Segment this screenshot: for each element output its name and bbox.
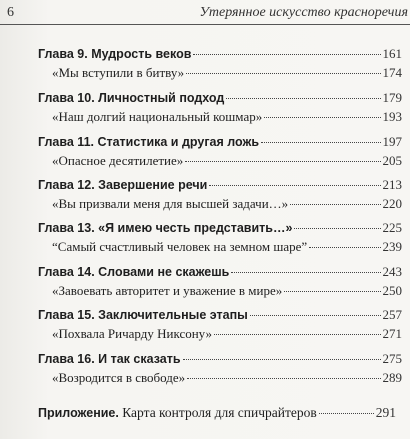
toc-entry-page: 193 bbox=[382, 109, 402, 124]
toc-entry-page: 225 bbox=[382, 220, 402, 235]
dot-leader bbox=[186, 73, 380, 74]
toc-entry-chapter bbox=[38, 264, 402, 280]
toc-entry-page: 243 bbox=[382, 264, 402, 279]
toc-entry-chapter bbox=[38, 307, 402, 323]
toc-entry-title: «Возродится в свободе» bbox=[52, 370, 186, 385]
toc-entry-title: «Завоевать авторитет и уважение в мире» bbox=[52, 283, 283, 298]
toc-entry-title: Глава 12. Завершение речи bbox=[38, 178, 208, 192]
dot-leader bbox=[250, 315, 381, 316]
dot-leader bbox=[294, 228, 380, 229]
dot-leader bbox=[193, 54, 380, 55]
dot-leader bbox=[319, 413, 374, 414]
toc-entry-title: Глава 16. И так сказать bbox=[38, 352, 181, 366]
toc-entry-chapter bbox=[38, 220, 402, 236]
toc-entry-page: 220 bbox=[382, 196, 402, 211]
dot-leader bbox=[226, 98, 380, 99]
dot-leader bbox=[290, 204, 380, 205]
dot-leader bbox=[183, 359, 381, 360]
dot-leader bbox=[284, 291, 380, 292]
toc-entry-title: «Наш долгий национальный кошмар» bbox=[52, 109, 263, 124]
toc-entry-chapter bbox=[38, 351, 402, 367]
page-header bbox=[0, 0, 410, 26]
dot-leader bbox=[209, 185, 380, 186]
dot-leader bbox=[309, 247, 380, 248]
dot-leader bbox=[214, 334, 381, 335]
toc-entry-page: 205 bbox=[382, 153, 402, 168]
toc-entry-page: 239 bbox=[382, 239, 402, 254]
dot-leader bbox=[187, 378, 380, 379]
toc-entry-page: 161 bbox=[382, 46, 402, 61]
toc-entry-chapter bbox=[38, 134, 402, 150]
toc-entry-title: Глава 11. Статистика и другая ложь bbox=[38, 135, 260, 149]
appendix-label: Приложение. bbox=[38, 406, 119, 420]
running-title: Утерянное искусство красноречия bbox=[199, 5, 408, 20]
toc-entry-speech bbox=[52, 109, 402, 125]
toc-entry-page: 289 bbox=[382, 370, 402, 385]
toc-entry-chapter bbox=[38, 90, 402, 106]
toc-entry-page: 174 bbox=[382, 65, 402, 80]
toc-entry-page: 275 bbox=[382, 351, 402, 366]
toc-entry-page: 271 bbox=[382, 326, 402, 341]
toc-entry-speech bbox=[52, 326, 402, 342]
dot-leader bbox=[185, 161, 380, 162]
toc-entry-title: «Вы призвали меня для высшей задачи…» bbox=[52, 196, 289, 211]
toc-entry-title bbox=[38, 405, 317, 421]
toc-entry-title: Глава 15. Заключительные этапы bbox=[38, 308, 248, 322]
dot-leader bbox=[261, 142, 380, 143]
toc-entry-chapter bbox=[38, 46, 402, 62]
dot-leader bbox=[264, 117, 380, 118]
toc-entry-page: 257 bbox=[382, 307, 402, 322]
toc-entry-page: 179 bbox=[382, 90, 402, 105]
page-number: 6 bbox=[7, 5, 14, 20]
toc-entry-title: «Мы вступили в битву» bbox=[52, 65, 185, 80]
toc-entry-page: 250 bbox=[382, 283, 402, 298]
toc-entry-page: 213 bbox=[382, 177, 402, 192]
toc-entry-title: Глава 13. «Я имею честь представить…» bbox=[38, 221, 293, 235]
toc-entry-speech bbox=[52, 239, 402, 255]
toc-entry-chapter bbox=[38, 177, 402, 193]
toc-entry-speech bbox=[52, 196, 402, 212]
header-rule bbox=[0, 24, 410, 25]
toc-entry-title: “Самый счастливый человек на земном шаре” bbox=[52, 239, 308, 254]
toc-entry-title: «Опасное десятилетие» bbox=[52, 153, 184, 168]
toc-entry-speech bbox=[52, 153, 402, 169]
toc-entry-appendix bbox=[38, 405, 402, 421]
toc-entry-speech bbox=[52, 283, 402, 299]
toc-entry-title: Глава 10. Личностный подход bbox=[38, 91, 225, 105]
dot-leader bbox=[231, 272, 380, 273]
toc-entry-title: «Похвала Ричарду Никсону» bbox=[52, 326, 212, 341]
toc-entry-title: Глава 14. Словами не скажешь bbox=[38, 265, 230, 279]
toc-entry-title: Глава 9. Мудрость веков bbox=[38, 47, 192, 61]
toc-entry-page: 291 bbox=[375, 405, 396, 420]
toc-entry-page: 197 bbox=[382, 134, 402, 149]
toc-entry-speech bbox=[52, 65, 402, 81]
toc-entry-speech bbox=[52, 370, 402, 386]
appendix-title: Карта контроля для спичрайтеров bbox=[118, 405, 317, 420]
